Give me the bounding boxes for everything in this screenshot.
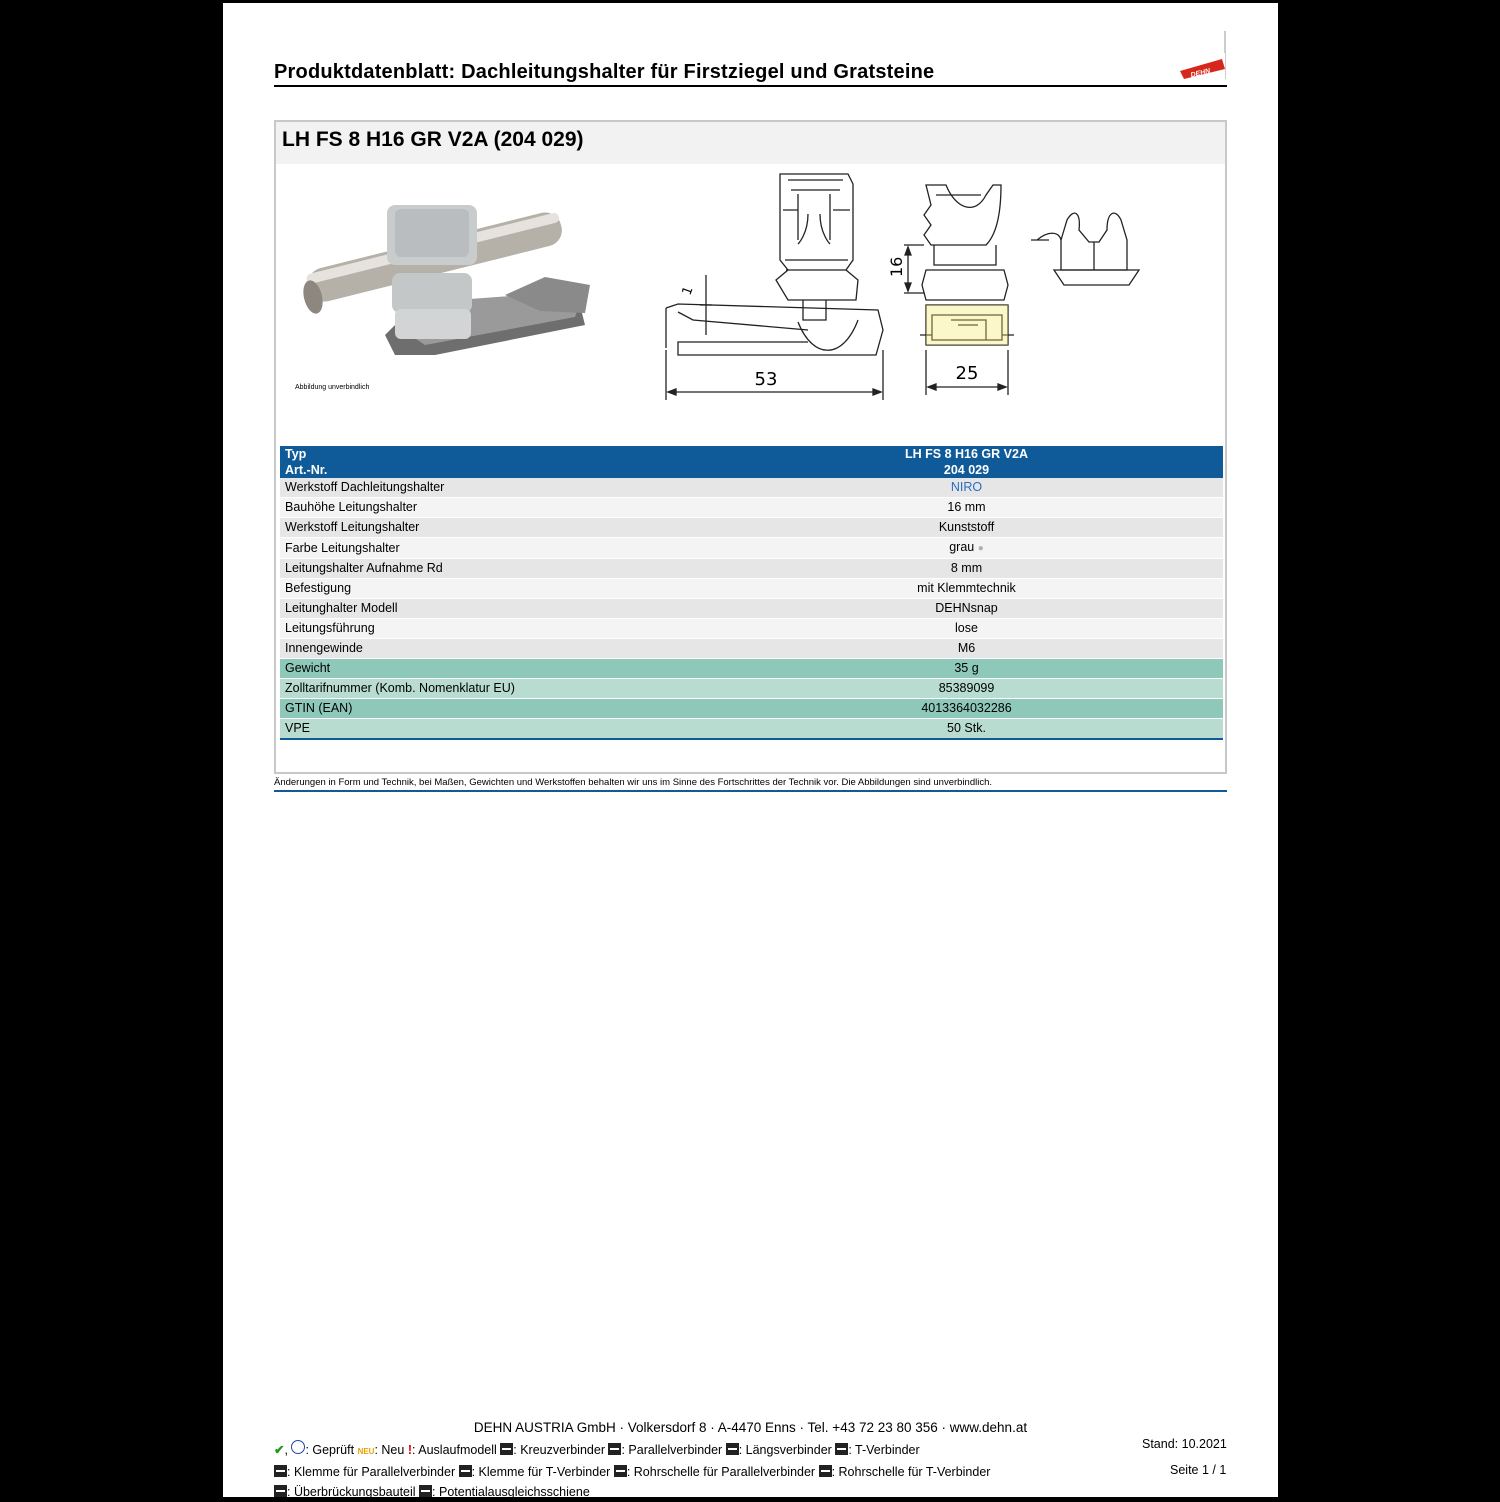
header-label-typ: Typ: [280, 446, 710, 462]
legend-klemme-t: : Klemme für T-Verbinder: [471, 1465, 611, 1479]
datasheet-page: [223, 3, 1278, 1497]
row-label: GTIN (EAN): [280, 699, 710, 719]
row-value: DEHNsnap: [710, 599, 1223, 619]
row-value-niro-link[interactable]: NIRO: [710, 478, 1223, 498]
legend-rohr-parallel: : Rohrschelle für Parallelverbinder: [626, 1465, 816, 1479]
table-row: [280, 518, 1223, 538]
table-row: [280, 619, 1223, 639]
revision-date: Stand: 10.2021: [1142, 1437, 1227, 1451]
t-connector-icon: [835, 1443, 848, 1455]
legend-ueberbrueckung: : Überbrückungsbauteil: [287, 1485, 416, 1499]
new-badge-icon: NEU: [357, 1447, 375, 1456]
row-value: Kunststoff: [710, 518, 1223, 538]
page-number: Seite 1 / 1: [1170, 1463, 1227, 1477]
row-value: M6: [710, 639, 1223, 659]
table-bottom-rule: [280, 738, 1223, 740]
legend-parallel: : Parallelverbinder: [621, 1443, 723, 1457]
row-label: Leitunghalter Modell: [280, 599, 710, 619]
row-label: Werkstoff Leitungshalter: [280, 518, 710, 538]
row-label: Innengewinde: [280, 639, 710, 659]
header-value-artnr: 204 029: [710, 462, 1223, 478]
row-label: Werkstoff Dachleitungshalter: [280, 478, 710, 498]
symbol-legend: ✔, : Geprüft NEU: Neu !: Auslaufmodell : Kreuzverbinder : Parallelverbinder : Längsverbinder : T-Verbinder : Klemme für Parallelverbinder : Klemme für T-Verbinder : Rohrschelle für Parallelverbinder : Rohrschelle für T-Verbinder : Überbrückungsbauteil : Potentialausgleichsschiene: [274, 1440, 1094, 1502]
row-value: 4013364032286: [710, 699, 1223, 719]
color-text: grau: [949, 540, 975, 554]
equipotential-bar-icon: [419, 1485, 432, 1497]
dimension-53: 53: [754, 369, 778, 390]
header-label-artnr: Art.-Nr.: [280, 462, 710, 478]
pipe-clamp-t-icon: [819, 1465, 832, 1477]
pipe-clamp-parallel-icon: [614, 1465, 627, 1477]
header-divider: [274, 85, 1227, 87]
discontinued-icon: !: [407, 1443, 412, 1457]
legend-klemme-parallel: : Klemme für Parallelverbinder: [287, 1465, 456, 1479]
table-header-row: [280, 462, 1223, 478]
row-value: 50 Stk.: [710, 719, 1223, 739]
legend-potential: : Potentialausgleichsschiene: [432, 1485, 590, 1499]
legend-t: : T-Verbinder: [848, 1443, 920, 1457]
row-value: 35 g: [710, 659, 1223, 679]
header-value-typ: LH FS 8 H16 GR V2A: [710, 446, 1223, 462]
table-row-logistics: [280, 679, 1223, 699]
legend-auslauf: : Auslaufmodell: [412, 1443, 497, 1457]
row-label: Zolltarifnummer (Komb. Nomenklatur EU): [280, 679, 710, 699]
grey-dot-icon: ●: [977, 543, 984, 554]
product-image-panel: [281, 165, 1222, 448]
test-seal-icon: [291, 1440, 305, 1454]
table-row: [280, 579, 1223, 599]
product-title: LH FS 8 H16 GR V2A (204 029): [282, 128, 584, 151]
row-label: Gewicht: [280, 659, 710, 679]
legend-neu: : Neu: [374, 1443, 405, 1457]
legend-laengs: : Längsverbinder: [738, 1443, 832, 1457]
legend-rohr-t: : Rohrschelle für T-Verbinder: [831, 1465, 991, 1479]
table-row-logistics: [280, 659, 1223, 679]
table-row: [280, 639, 1223, 659]
table-row: [280, 478, 1223, 498]
clamp-parallel-icon: [274, 1465, 287, 1477]
row-label: Leitungsführung: [280, 619, 710, 639]
cross-connector-icon: [500, 1443, 513, 1455]
table-row-logistics: [280, 719, 1223, 739]
disclaimer-divider: [274, 790, 1227, 792]
table-row-logistics: [280, 699, 1223, 719]
row-label: Bauhöhe Leitungshalter: [280, 498, 710, 518]
top-view-drawing: [1029, 200, 1149, 300]
clamp-t-icon: [459, 1465, 472, 1477]
disclaimer-text: Änderungen in Form und Technik, bei Maßen, Gewichten und Werkstoffen behalten wir uns im Sinne des Fortschrittes der Technik vor. Die Abbildungen sind unverbindlich.: [274, 777, 993, 788]
company-address: DEHN AUSTRIA GmbH · Volkersdorf 8 · A-4470 Enns · Tel. +43 72 23 80 356 · www.dehn.at: [473, 1420, 1028, 1435]
row-value-color: [710, 538, 1223, 559]
table-row: [280, 538, 1223, 559]
legend-kreuz: : Kreuzverbinder: [513, 1443, 605, 1457]
dimension-16: 16: [887, 256, 906, 277]
row-label: VPE: [280, 719, 710, 739]
row-label: Farbe Leitungshalter: [280, 538, 710, 559]
legend-geprueft: : Geprüft: [305, 1443, 355, 1457]
row-value: 8 mm: [710, 559, 1223, 579]
image-caption: Abbildung unverbindlich: [295, 384, 370, 391]
dehn-logo: [1176, 31, 1227, 81]
row-value: 16 mm: [710, 498, 1223, 518]
product-photo: [295, 185, 595, 365]
dimension-25: 25: [955, 363, 979, 384]
page-title: Produktdatenblatt: Dachleitungshalter für Firstziegel und Gratsteine: [274, 61, 935, 83]
row-label: Befestigung: [280, 579, 710, 599]
longitudinal-connector-icon: [726, 1443, 739, 1455]
checkmark-icon: ✔: [274, 1443, 285, 1457]
row-value: lose: [710, 619, 1223, 639]
row-value: 85389099: [710, 679, 1223, 699]
table-header-row: [280, 446, 1223, 462]
spec-table: [280, 446, 1223, 738]
bridging-part-icon: [274, 1485, 287, 1497]
row-value: mit Klemmtechnik: [710, 579, 1223, 599]
side-view-drawing: [658, 170, 898, 405]
table-row: [280, 559, 1223, 579]
table-row: [280, 498, 1223, 518]
product-panel: [274, 120, 1227, 774]
parallel-connector-icon: [608, 1443, 621, 1455]
row-label: Leitungshalter Aufnahme Rd: [280, 559, 710, 579]
front-view-drawing: [887, 175, 1016, 405]
svg-text:DEHN: DEHN: [1190, 67, 1212, 80]
table-row: [280, 599, 1223, 619]
dimension-1: 1: [679, 284, 697, 298]
